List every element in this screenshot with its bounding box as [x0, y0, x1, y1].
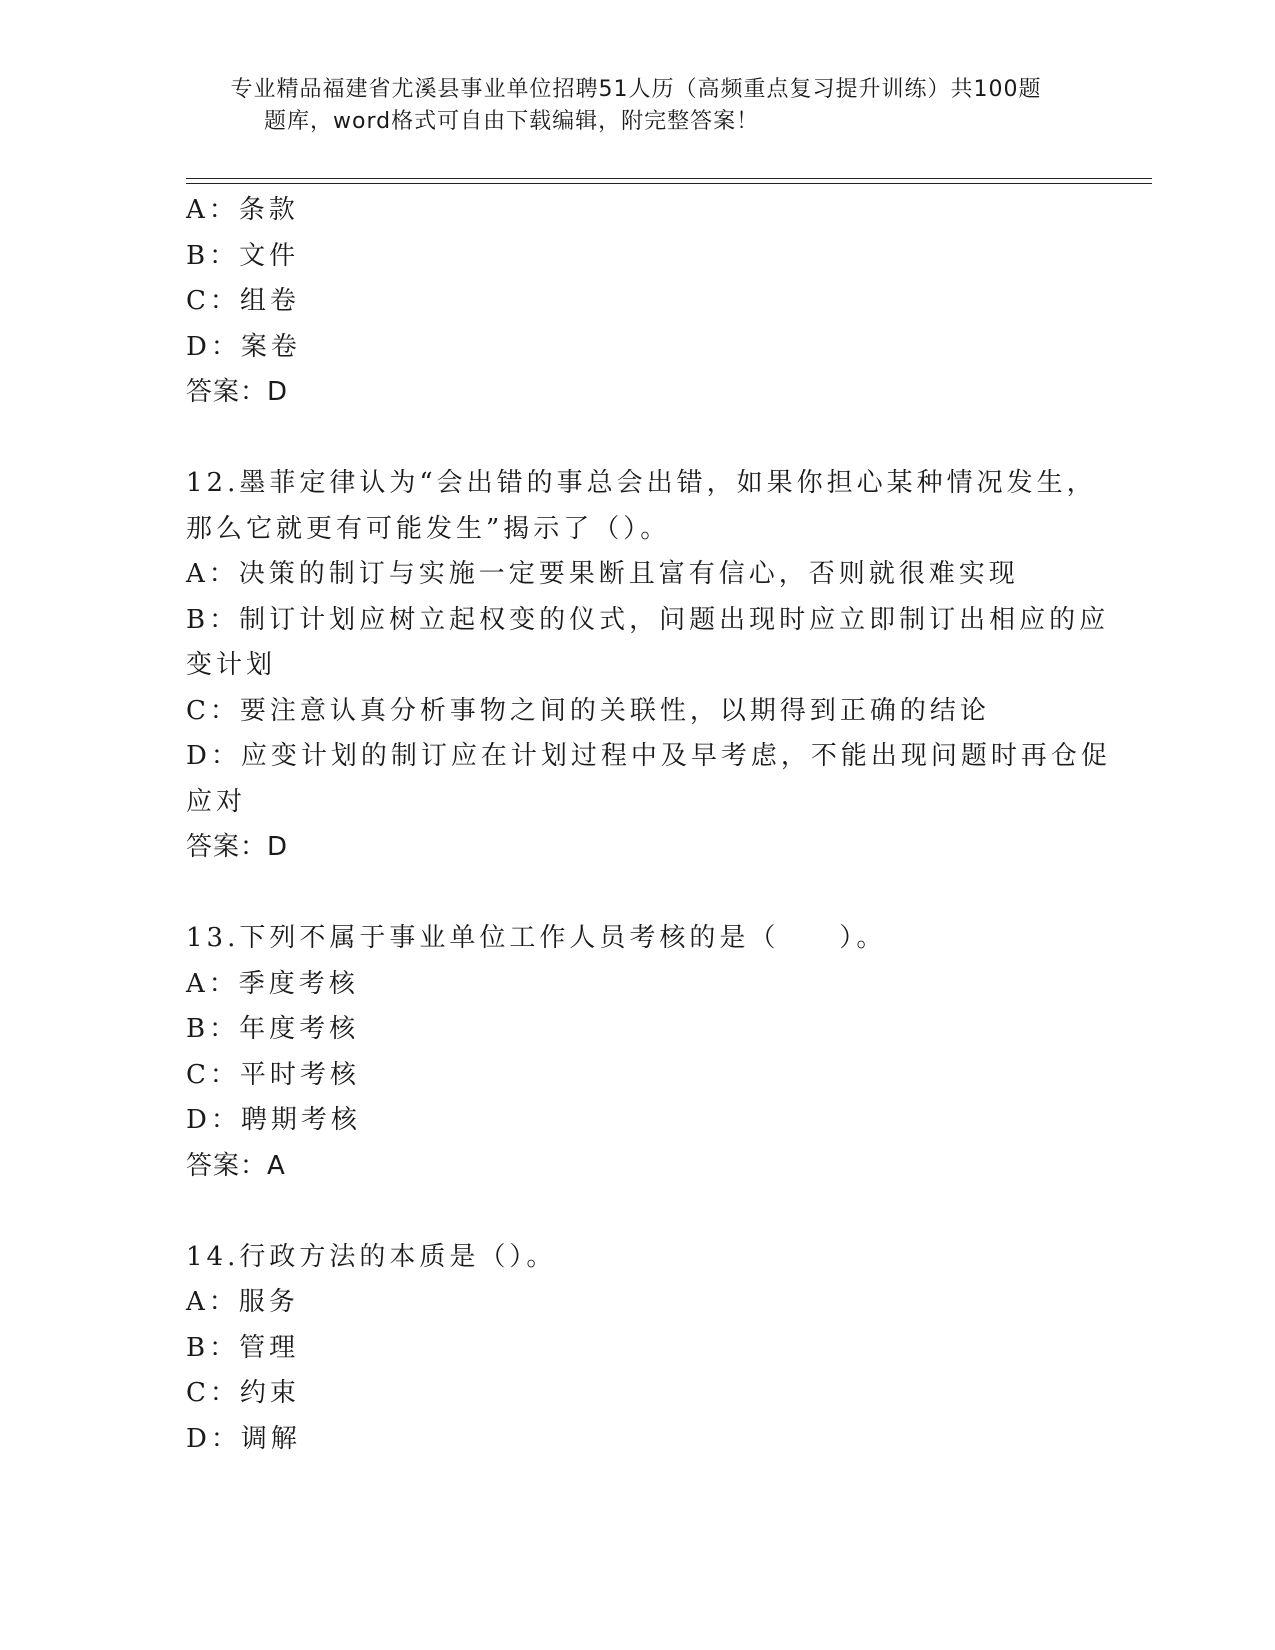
option-a: A：季度考核: [186, 968, 359, 999]
answer-line: 答案：A: [186, 1150, 286, 1181]
answer-line: 答案：D: [186, 377, 289, 407]
header-rule-bottom: [186, 183, 1152, 184]
question-stem: 12.墨菲定律认为“会出错的事总会出错，如果你担心某种情况发生，: [186, 468, 1097, 498]
option-c: C：约束: [186, 1378, 300, 1408]
option-d: D：案卷: [186, 331, 301, 362]
option-b-continued: 变计划: [186, 650, 277, 680]
question-stem: 14.行政方法的本质是（）。: [186, 1241, 557, 1272]
option-b: B：文件: [186, 240, 300, 271]
question-stem: 13.下列不属于事业单位工作人员考核的是（ ）。: [186, 923, 887, 953]
option-c: C：平时考核: [186, 1059, 360, 1090]
header-line-1: 专业精品福建省尤溪县事业单位招聘51人历（高频重点复习提升训练）共100题: [230, 77, 1042, 102]
option-a: A：服务: [186, 1287, 299, 1317]
option-a: A：决策的制订与实施一定要果断且富有信心，否则就很难实现: [186, 559, 1019, 589]
option-d: D：调解: [186, 1423, 301, 1454]
option-c: C：组卷: [186, 286, 300, 316]
question-14: [186, 1235, 1086, 1463]
option-d: D：应变计划的制订应在计划过程中及早考虑，不能出现问题时再仓促: [186, 741, 1111, 771]
option-d-continued: 应对: [186, 786, 247, 817]
option-b: B：制订计划应树立起权变的仪式，问题出现时应立即制订出相应的应: [186, 604, 1110, 635]
option-c: C：要注意认真分析事物之间的关联性，以期得到正确的结论: [186, 695, 990, 726]
option-d: D：聘期考核: [186, 1105, 361, 1135]
header-line-2: 题库，word格式可自由下载编辑，附完整答案！: [264, 109, 760, 134]
option-a: A：条款: [186, 195, 299, 225]
question-stem-continued: 那么它就更有可能发生”揭示了（）。: [186, 513, 671, 544]
option-b: B：年度考核: [186, 1014, 360, 1044]
question-11-continued: [186, 188, 1086, 416]
option-b: B：管理: [186, 1332, 300, 1363]
question-13: [186, 916, 1086, 1189]
answer-line: 答案：D: [186, 832, 289, 862]
document-header: [186, 74, 1086, 138]
header-rule-top: [186, 178, 1152, 179]
question-12: [186, 461, 1111, 871]
document-body: [186, 188, 1111, 1462]
